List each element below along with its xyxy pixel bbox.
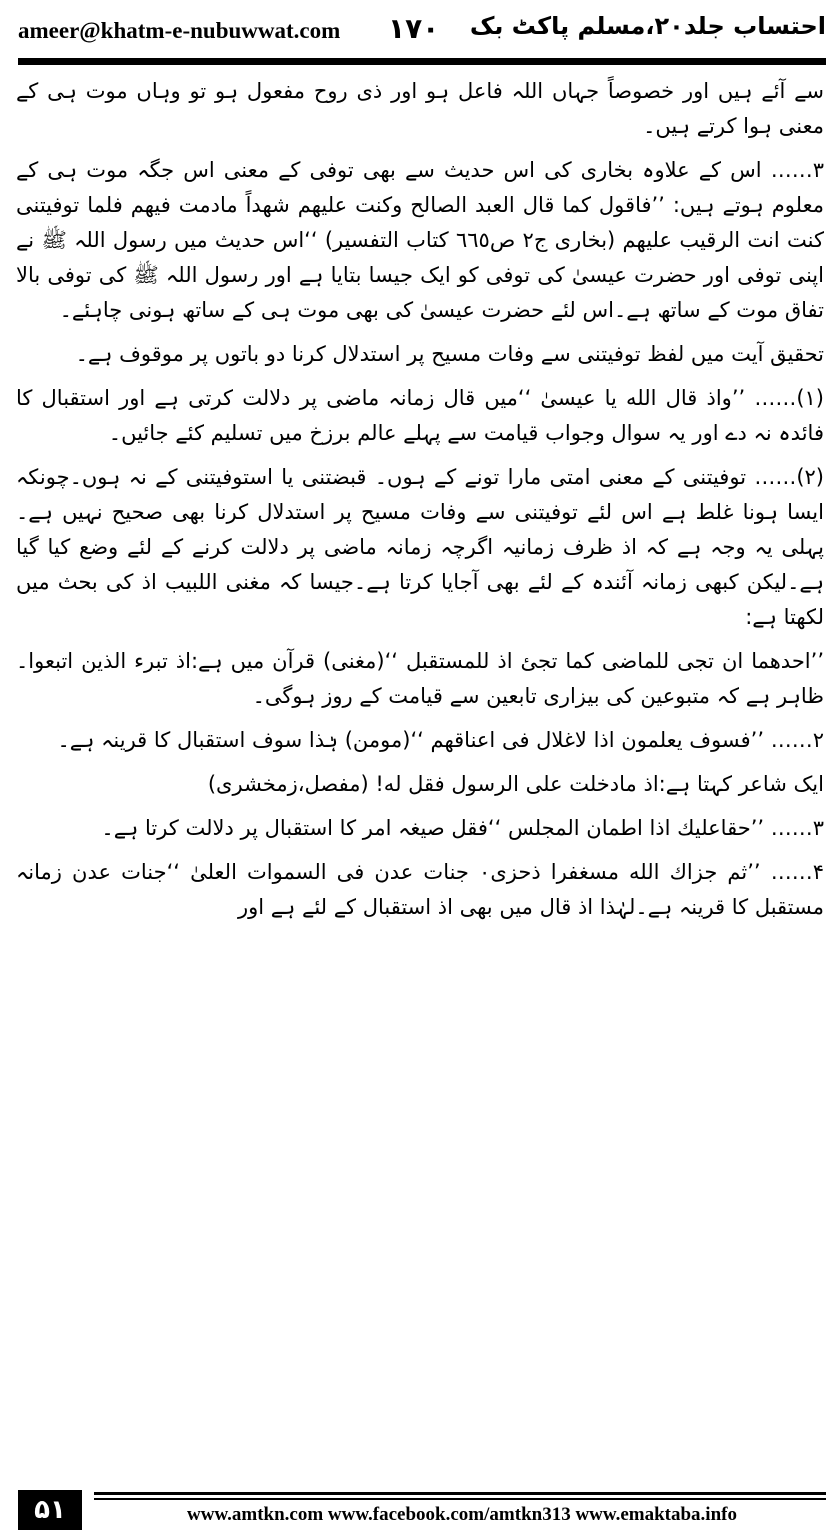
paragraph-6: ’’احدهما ان تجی للماضی کما تجئ اذ للمستقبل ‘‘(مغنی) قرآن میں ہے:اذ تبرء الذین اتبعوا۔ظاہر ہے کہ متبوعین کی بیزاری تابعین سے قیامت کے روز ہوگی۔ — [16, 649, 824, 708]
paragraph-10: ۴…… ’’ثم جزاك الله مسغفرا ذحزی۰ جنات عدن فی السموات العلیٰ ‘‘جنات عدن زمانہ مستقبل کا قرینہ ہے۔لہٰذا اذ قال میں بھی اذ استقبال کے لئے ہے اور — [16, 860, 824, 919]
footer-page-number: ۵۱ — [18, 1490, 82, 1530]
header-email[interactable]: ameer@khatm-e-nubuwwat.com — [18, 18, 341, 43]
paragraph-7: ۲…… ’’فسوف یعلمون اذا لاغلال فی اعناقهم ‘‘(مومن) ہٰذا سوف استقبال کا قرینہ ہے۔ — [57, 728, 824, 752]
paragraph-1: سے آئے ہیں اور خصوصاً جہاں اللہ فاعل ہو اور ذی روح مفعول ہو تو وہاں موت ہی کے معنی ہوا کرتے ہیں۔ — [16, 79, 824, 138]
paragraph-4: (۱)…… ’’واذ قال الله یا عیسیٰ ‘‘میں قال زمانہ ماضی پر دلالت کرتی ہے اور استقبال کا فائدہ نہ دے اور یہ سوال وجواب قیامت سے پہلے عالم برزخ میں تسلیم کئے جائیں۔ — [16, 386, 824, 445]
paragraph-5: (۲)…… توفیتنی کے معنی امتی مارا تونے کے ہوں۔ قبضتنی یا استوفیتنی کے نہ ہوں۔چونکہ ایسا ہونا غلط ہے اس لئے توفیتنی سے وفات مسیح پر استدلال کرنا بھی صحیح نہیں ہے۔ پہلی یہ وجہ ہے کہ اذ ظرف زمانیہ اگرچہ زمانہ ماضی پر دلالت کرنے کے لئے وضع کیا گیا ہے۔لیکن کبھی زمانہ آئندہ کے لئے بھی آجایا کرتا ہے۔جیسا کہ مغنی اللبیب اذ کی بحث میں لکھتا ہے: — [16, 465, 824, 629]
paragraph-2: ۳…… اس کے علاوہ بخاری کی اس حدیث سے بھی توفی کے معنی اس جگہ موت ہی کے معلوم ہوتے ہیں: ’’فاقول کما قال العبد الصالح وکنت علیهم شهداً مادمت فیهم فلما توفیتنی کنت انت الرقیب علیهم (بخاری ج۲ ص٦٦٥ کتاب التفسیر) ‘‘اس حدیث میں رسول اللہ ﷺ نے اپنی توفی اور حضرت عیسیٰ کی توفی کو ایک جیسا بتایا ہے اور رسول اللہ ﷺ کی توفی بالا تفاق موت کے ساتھ ہے۔اس لئے حضرت عیسیٰ کی بھی موت ہی کے ساتھ ہونی چاہئے۔ — [16, 158, 824, 322]
paragraph-9: ۳…… ’’حقاعلیك اذا اطمان المجلس ‘‘فقل صیغہ امر کا استقبال پر دلالت کرتا ہے۔ — [101, 816, 824, 840]
header-book-title: احتساب جلد۲۰،مسلم پاکٹ بک — [469, 12, 826, 40]
footer-rule-thick — [94, 1492, 826, 1495]
page-footer — [18, 1490, 826, 1530]
paragraph-3: تحقیق آیت میں لفظ توفیتنی سے وفات مسیح پر استدلال کرنا دو باتوں پر موقوف ہے۔ — [75, 342, 824, 366]
footer-links[interactable]: www.amtkn.com www.facebook.com/amtkn313 www.emaktaba.info — [187, 1504, 737, 1525]
paragraph-8: ایک شاعر کہتا ہے:اذ مادخلت علی الرسول فقل له! (مفصل،زمخشری) — [207, 772, 824, 796]
page-body — [16, 74, 824, 1474]
header-page-number: ۱۷۰ — [388, 12, 440, 45]
footer-rule-thin — [94, 1498, 826, 1500]
page-header — [18, 10, 826, 52]
header-rule — [18, 58, 826, 65]
